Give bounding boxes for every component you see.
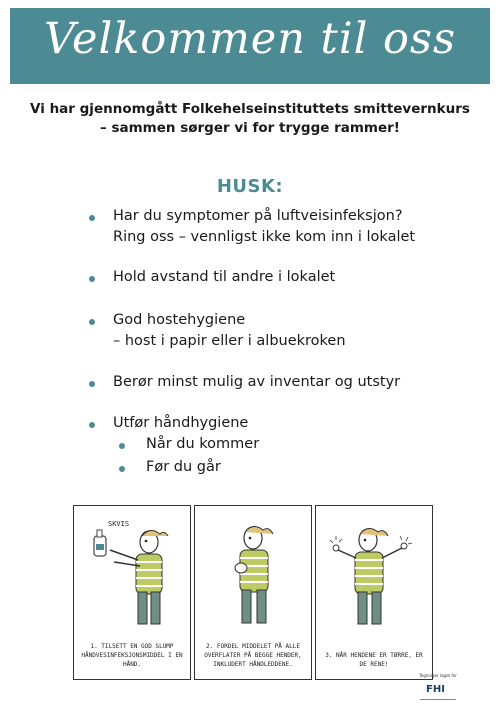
comic-panel-1 [73,505,191,680]
sub-item-arrive: Når du kommer [146,436,260,452]
subtitle [0,100,500,138]
comic-caption-3: 3. NÅR HENDENE ER TØRRE, ER DE RENE! [325,652,423,668]
subtitle-line-2: – sammen sørger vi for trygge rammer! [100,120,400,136]
bullet-icon [89,381,95,387]
list-item-text: God hostehygiene [113,312,246,328]
list-item-text: Berør minst mulig av inventar og utstyr [113,374,401,390]
list-item-touch [113,372,400,393]
list-item-text: Utfør håndhygiene [113,415,249,431]
logo-underline [420,699,456,700]
bullet-icon [89,319,95,325]
subtitle-line-1: Vi har gjennomgått Folkehelseinstituttets smittevernkurs [30,101,470,117]
sub-item-leave: Før du går [146,459,221,475]
list-item-cough-hygiene [113,310,346,352]
bullet-icon [89,422,95,428]
bullet-icon [89,276,95,282]
comic-caption-2: 2. FORDEL MIDDELET PÅ ALLE OVERFLATER PÅ BEGGE HENDER, INKLUDERT HÅNDLEDDENE. [204,643,302,668]
list-item-distance [113,267,335,288]
list-item-text: – host i papir eller i albuekroken [113,333,346,349]
fhi-logo [418,673,458,703]
list-item-hand-hygiene [113,413,248,434]
husk-heading: HUSK: [216,176,284,197]
figure-rubbing-illustration [195,506,311,626]
bullet-icon [89,215,95,221]
list-item-text: Har du symptomer på luftveisinfeksjon? [113,208,403,224]
logo-mark: FHI [426,684,445,695]
figure-clean-hands-illustration [316,506,432,626]
comic-panel-3 [315,505,433,680]
page-title: Velkommen til oss [43,14,457,64]
sfx-text: SKVIS [108,520,130,528]
figure-dispensing-illustration [74,506,190,626]
list-item-text: Ring oss – vennligst ikke kom inn i lokalet [113,229,416,245]
list-item-symptoms [113,206,415,248]
sub-bullet-icon [119,443,125,449]
sub-bullet-icon [119,466,125,472]
comic-panel-2 [194,505,312,680]
comic-caption-1: 1. TILSETT EN GOD SLUMP HÅNDVESINFEKSJONSMIDDEL I EN HÅND. [81,643,183,668]
list-item-text: Hold avstand til andre i lokalet [113,269,336,285]
logo-tagline: Tegninger laget for [419,673,457,678]
title-banner [10,8,490,84]
